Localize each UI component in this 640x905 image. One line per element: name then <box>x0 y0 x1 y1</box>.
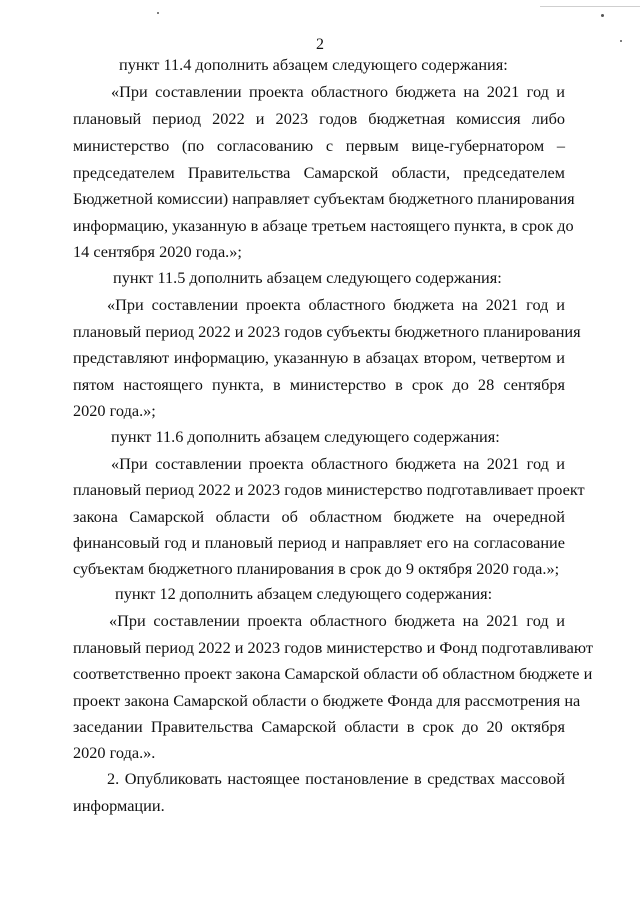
text-line: плановый период 2022 и 2023 годов министерство подготавливает проект <box>73 480 585 499</box>
page-number: 2 <box>316 36 324 53</box>
text-line: «При составлении проекта областного бюджета на 2021 год и <box>109 611 565 630</box>
text-line: плановый период 2022 и 2023 годов министерство и Фонд подготавливают <box>73 638 593 657</box>
scan-speck <box>601 14 604 17</box>
text-line: плановый период 2022 и 2023 годов бюджетная комиссия либо <box>73 109 565 128</box>
text-line: субъектам бюджетного планирования в срок до 9 октября 2020 года.»; <box>73 559 560 578</box>
text-line: 2020 года.»; <box>73 401 156 420</box>
text-line: «При составлении проекта областного бюджета на 2021 год и <box>107 295 565 314</box>
text-line: информации. <box>73 796 165 815</box>
text-line: проект закона Самарской области о бюджете Фонда для рассмотрения на <box>73 691 581 710</box>
text-line: 14 сентября 2020 года.»; <box>73 242 242 261</box>
text-line: 2020 года.». <box>73 743 156 762</box>
text-line: информацию, указанную в абзаце третьем настоящего пункта, в срок до <box>73 216 574 235</box>
scan-speck <box>157 12 159 14</box>
text-line: пункт 11.5 дополнить абзацем следующего содержания: <box>113 268 502 287</box>
text-line: представляют информацию, указанную в абзацах втором, четвертом и <box>73 348 565 367</box>
text-line: соответственно проект закона Самарской области об областном бюджете и <box>73 664 593 683</box>
text-line: Бюджетной комиссии) направляет субъектам бюджетного планирования <box>73 189 575 208</box>
text-line: «При составлении проекта областного бюджета на 2021 год и <box>111 454 565 473</box>
text-line: министерство (по согласованию с первым вице-губернатором – <box>73 136 565 155</box>
text-line: пункт 12 дополнить абзацем следующего содержания: <box>115 584 493 603</box>
text-line: заседании Правительства Самарской области в срок до 20 октября <box>73 717 565 736</box>
text-line: председателем Правительства Самарской области, председателем <box>73 163 565 182</box>
text-line: финансовый год и плановый период и направляет его на согласование <box>73 533 565 552</box>
text-line: пятом настоящего пункта, в министерство в срок до 28 сентября <box>73 375 565 394</box>
text-line: «При составлении проекта областного бюджета на 2021 год и <box>111 82 565 101</box>
text-line: 2. Опубликовать настоящее постановление в средствах массовой <box>107 769 565 788</box>
scan-edge-line <box>540 6 640 7</box>
text-line: пункт 11.4 дополнить абзацем следующего содержания: <box>119 55 508 74</box>
text-line: закона Самарской области об областном бюджете на очередной <box>73 507 565 526</box>
text-line: плановый период 2022 и 2023 годов субъекты бюджетного планирования <box>73 322 581 341</box>
text-line: пункт 11.6 дополнить абзацем следующего содержания: <box>111 427 500 446</box>
